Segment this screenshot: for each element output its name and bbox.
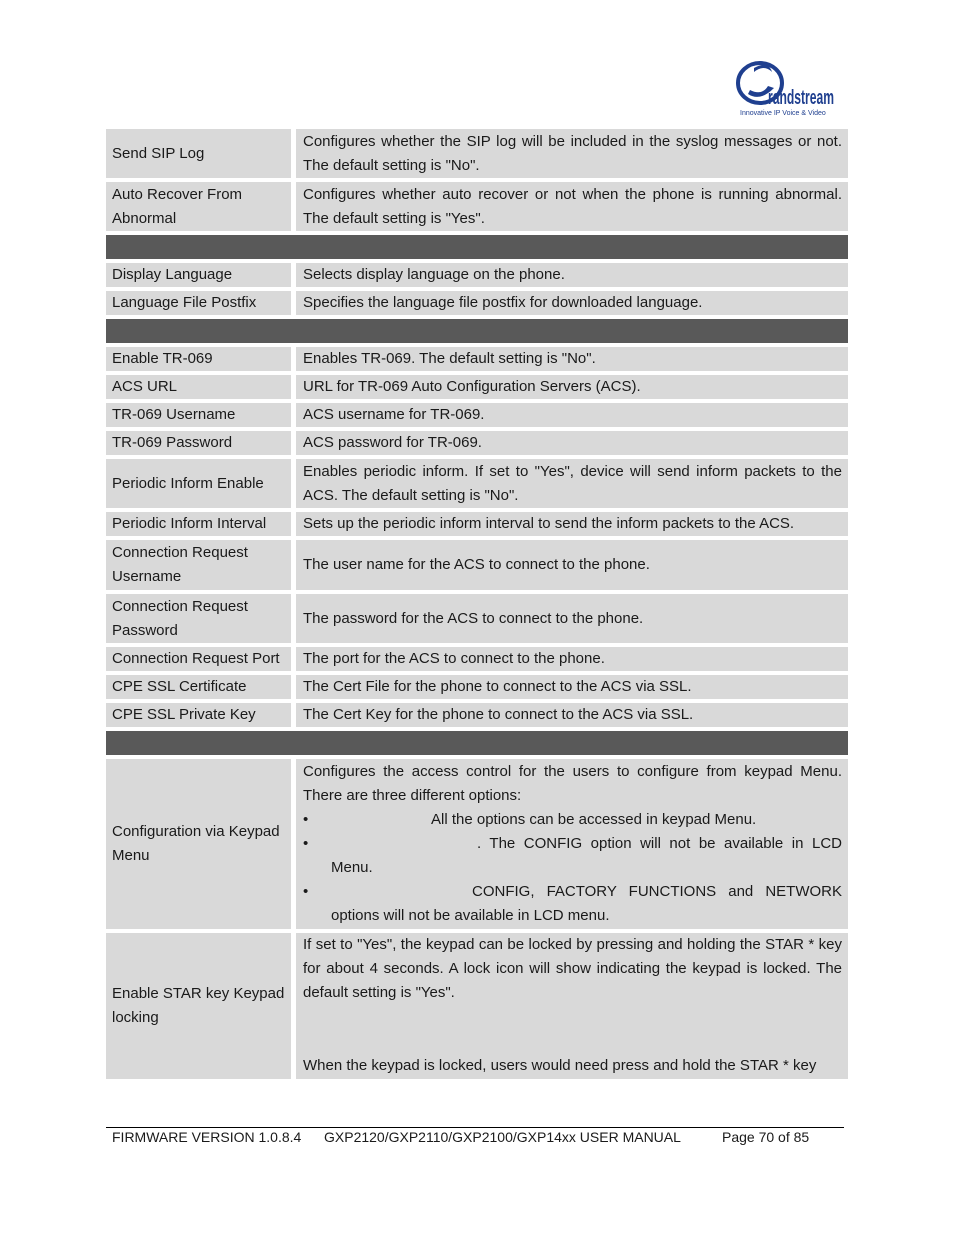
description-intro: Configures the access control for the users to configure from keypad Menu. There are three different options: (303, 763, 842, 804)
field-description: The password for the ACS to connect to the phone. (296, 594, 848, 643)
field-label: Language File Postfix (106, 291, 291, 315)
table-row (106, 182, 848, 231)
list-item (303, 880, 842, 928)
table-row (106, 459, 848, 508)
field-label: TR-069 Password (106, 431, 291, 455)
field-label: TR-069 Username (106, 403, 291, 427)
table-row (106, 129, 848, 178)
field-label: Enable STAR key Keypad locking (106, 933, 291, 1079)
field-label: Periodic Inform Interval (106, 512, 291, 536)
bullet-icon: • (303, 883, 309, 900)
table-row (106, 933, 848, 1079)
svg-text:randstream: randstream (768, 87, 834, 109)
field-description: The user name for the ACS to connect to the phone. (296, 540, 848, 590)
field-label: Periodic Inform Enable (106, 459, 291, 508)
grandstream-logo (734, 58, 838, 120)
field-description: The Cert File for the phone to connect to the ACS via SSL. (296, 675, 848, 699)
table-row (106, 431, 848, 455)
bullet-text: CONFIG, FACTORY FUNCTIONS and NETWORK options will not be available in LCD menu. (331, 883, 842, 924)
field-label: Connection Request Port (106, 647, 291, 671)
table-row (106, 759, 848, 929)
field-label: ACS URL (106, 375, 291, 399)
field-description: Enables TR-069. The default setting is "No". (296, 347, 848, 371)
footer-page-number: Page 70 of 85 (722, 1129, 810, 1145)
table-row (106, 403, 848, 427)
field-description: Selects display language on the phone. (296, 263, 848, 287)
table-row (106, 540, 848, 590)
bullet-text: All the options can be accessed in keypad Menu. (431, 811, 757, 828)
table-row (106, 375, 848, 399)
list-item (303, 808, 842, 832)
section-header-bar (106, 319, 848, 343)
settings-table (106, 129, 848, 1083)
table-row (106, 703, 848, 727)
field-label: Send SIP Log (106, 129, 291, 178)
table-row (106, 594, 848, 643)
field-description: The Cert Key for the phone to connect to the ACS via SSL. (296, 703, 848, 727)
field-label: Enable TR-069 (106, 347, 291, 371)
field-description: Enables periodic inform. If set to "Yes", device will send inform packets to the ACS. The default setting is "No". (296, 459, 848, 508)
section-header-bar (106, 235, 848, 259)
description-text: When the keypad is locked, users would need press and hold the STAR * key (303, 1057, 817, 1074)
field-label: Display Language (106, 263, 291, 287)
field-description: Specifies the language file postfix for downloaded language. (296, 291, 848, 315)
field-description: The port for the ACS to connect to the phone. (296, 647, 848, 671)
field-description (296, 759, 848, 929)
table-row (106, 512, 848, 536)
section-header-bar (106, 731, 848, 755)
table-row (106, 291, 848, 315)
field-label: CPE SSL Certificate (106, 675, 291, 699)
field-description: Configures whether auto recover or not when the phone is running abnormal. The default setting is "Yes". (296, 182, 848, 231)
field-description: Sets up the periodic inform interval to send the inform packets to the ACS. (296, 512, 848, 536)
footer-divider (106, 1127, 844, 1128)
bullet-text: . The CONFIG option will not be available in LCD Menu. (331, 835, 842, 876)
field-label: Connection Request Username (106, 540, 291, 590)
table-row (106, 347, 848, 371)
description-text: If set to "Yes", the keypad can be locked by pressing and holding the STAR * key for about 4 seconds. A lock icon will show indicating the keypad is locked. The default setting is "Yes". (303, 936, 842, 1001)
table-row (106, 263, 848, 287)
bullet-icon: • (303, 835, 309, 852)
footer-firmware: FIRMWARE VERSION 1.0.8.4 (112, 1129, 302, 1145)
field-label: Connection Request Password (106, 594, 291, 643)
table-row (106, 675, 848, 699)
field-description (296, 933, 848, 1079)
field-label: Configuration via Keypad Menu (106, 759, 291, 929)
table-row (106, 647, 848, 671)
field-label: CPE SSL Private Key (106, 703, 291, 727)
field-description: ACS username for TR-069. (296, 403, 848, 427)
footer-manual-title: GXP2120/GXP2110/GXP2100/GXP14xx USER MANUAL (324, 1129, 681, 1145)
field-description: Configures whether the SIP log will be included in the syslog messages or not. The default setting is "No". (296, 129, 848, 178)
field-description: ACS password for TR-069. (296, 431, 848, 455)
bullet-icon: • (303, 811, 309, 828)
field-label: Auto Recover From Abnormal (106, 182, 291, 231)
svg-text:Innovative IP Voice & Video: Innovative IP Voice & Video (740, 110, 826, 117)
field-description: URL for TR-069 Auto Configuration Servers (ACS). (296, 375, 848, 399)
list-item (303, 832, 842, 880)
